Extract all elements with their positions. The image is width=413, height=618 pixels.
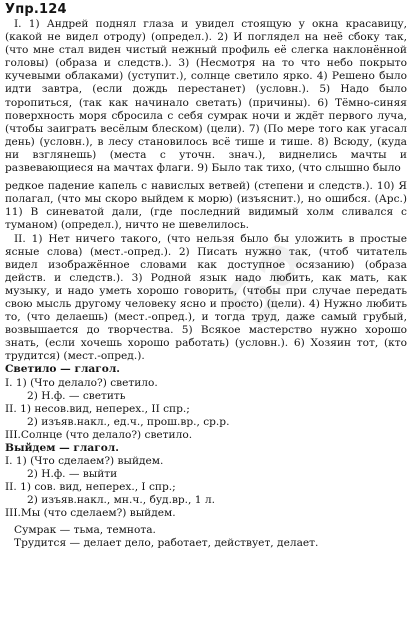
verb-analysis-2 (5, 442, 407, 521)
definitions (5, 524, 407, 550)
part-one (5, 18, 407, 175)
analysis-heading: Выйдем — глагол. (5, 442, 119, 454)
definition-line: Сумрак — тьма, темнота. (14, 523, 156, 536)
analysis-line: III.Мы (что сделаем?) выйдем. (5, 507, 176, 520)
analysis-line: II. 1) несов.вид, неперех., II спр.; (5, 402, 190, 415)
verb-analysis-1 (5, 363, 407, 442)
analysis-line: 2) изъяв.накл., ед.ч., прош.вр., ср.р. (27, 415, 230, 428)
part-two (5, 233, 407, 364)
analysis-line: 2) Н.ф. — выйти (27, 468, 118, 481)
part-one-paragraph-1: I. 1) Андрей поднял глаза и увидел стоящую у окна красавицу, (какой не видел отроду) (определ.). 2) И поглядел на неё сбоку так, (что мне стал виден чистый нежный профиль её слегка наклонённой головы) (образа и следств.). 3) (Несмотря на то что небо покрыто кучевыми облаками) (уступит.), солнце светило ярко. 4) Решено было идти завтра, (если дождь перестанет) (условн.). 5) Надо было торопиться, (так как начинало светать) (причины). 6) Тёмно-синяя поверхность моря сбросила с себя сумрак ночи и ждёт первого луча, (чтобы заиграть весёлым блеском) (цели). 7) (По мере того как угасал день) (условн.), в лесу становилось всё тише и тише. 8) Всюду, (куда ни взглянешь) (места с уточн. знач.), виднелись мачты и развевающиеся на мачтах флаги. 9) Было так тихо, (что слышно было (5, 18, 407, 175)
analysis-line: I. 1) (Что делало?) светило. (5, 376, 158, 389)
part-two-paragraph: II. 1) Нет ничего такого, (что нельзя было бы уложить в простые ясные слова) (мест.-опред.). 2) Писать нужно так, (чтоб читатель видел изображённое словами как доступное осязанию) (образа действ. и следств.). 3) Родной язык надо любить, как мать, как музыку, и надо уметь хорошо говорить, (чтобы при случае передать свою мысль другому человеку ясно и просто) (цели). 4) Нужно любить то, (что делаешь) (мест.-опред.), и тогда труд, даже самый грубый, возвышается до творчества. 5) Всякое мастерство нужно хорошо знать, (если хочешь хорошо работать) (условн.). 6) Хозяин тот, (кто трудится) (мест.-опред.). (5, 232, 407, 363)
exercise-title: Упр.124 (5, 2, 67, 17)
analysis-line: III.Солнце (что делало?) светило. (5, 428, 193, 441)
analysis-line: II. 1) сов. вид, неперех., I спр.; (5, 481, 176, 494)
analysis-heading: Светило — глагол. (5, 363, 121, 376)
analysis-line: 2) Н.ф. — светить (27, 389, 126, 402)
part-one-continued (5, 180, 407, 232)
analysis-line: I. 1) (Что сделаем?) выйдем. (5, 455, 164, 468)
analysis-line: 2) изъяв.накл., мн.ч., буд.вр., 1 л. (27, 494, 215, 507)
definition-line: Трудится — делает дело, работает, действует, делает. (14, 536, 319, 549)
part-one-paragraph-2: редкое падение капель с навислых ветвей) (степени и следств.). 10) Я полагал, (что мы скоро выйдем к морю) (изъяснит.), но ошибся. (Арс.) 11) В синеватой дали, (где последний видимый холм сливался с туманом) (определ.), ничто не шевелилось. (5, 180, 407, 232)
watermark: Sa (210, 224, 321, 340)
